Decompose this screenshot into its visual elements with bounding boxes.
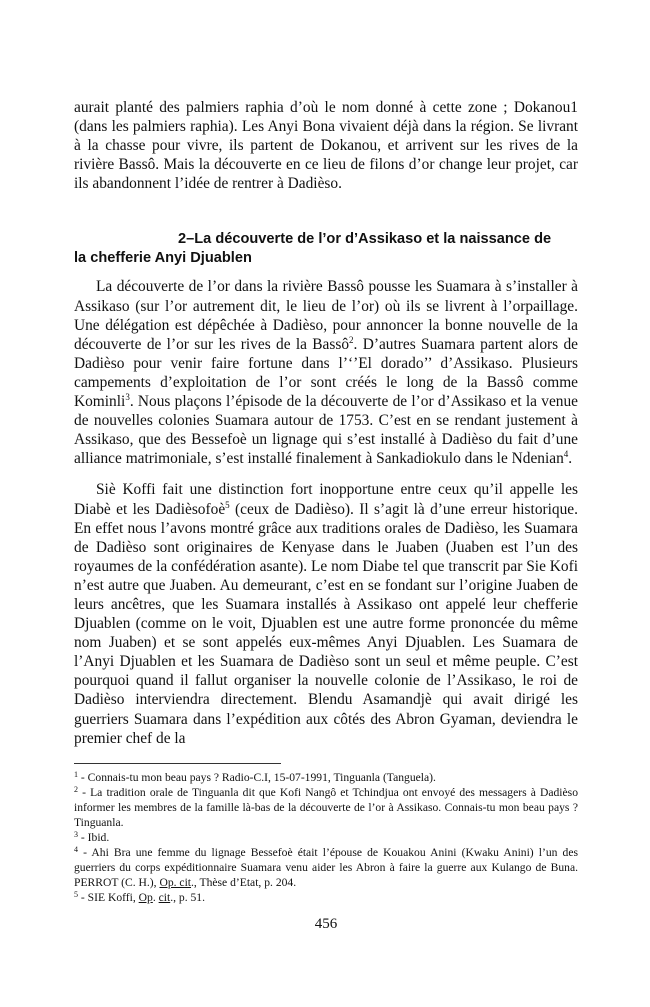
footnote-number: 3 xyxy=(74,830,78,840)
footnote-ref-3[interactable]: 3 xyxy=(125,392,130,403)
footnote-5 xyxy=(74,890,578,905)
footnote-text: - Connais-tu mon beau pays ? Radio-C.I, 15-07-1991, Tinguanla (Tanguela). xyxy=(78,770,436,784)
footnote-2 xyxy=(74,785,578,830)
paragraph-text: . Nous plaçons l’épisode de la découverte de l’or d’Assikaso et la venue de nouvelles colonies Suamara autour de 1753. C’est en se rendant justement à Assikaso, que des Bessefoè un lignage qui s’est installé à Dadièso du fait d’une alliance matrimoniale, s’est installé finalement à Sankadiokulo dans le Ndenian xyxy=(74,393,578,468)
footnote-ref-4[interactable]: 4 xyxy=(563,449,569,460)
footnote-1 xyxy=(74,770,578,785)
footnote-4 xyxy=(74,845,578,890)
section-heading-line-1: 2–La découverte de l’or d’Assikaso et la naissance de xyxy=(178,231,552,248)
page-number: 456 xyxy=(314,915,338,932)
footnotes xyxy=(74,770,578,906)
footnote-ref-2[interactable]: 2 xyxy=(349,334,354,345)
footnote-citation: Op xyxy=(138,891,153,905)
paragraph-text: (ceux de Dadièso). Il s’agit là d’une erreur historique. En effet nous l’avons montré grâce aux traditions orales de Dadièso, les Suamara de Dadièso sont originaires de Kenyase dans le Juaben (Juaben est l’un des royaumes de la confédération asante). Le nom Diabe tel que transcrit par Sie Kofi n’est autre que Juaben. Au demeurant, c’est en se fondant sur l’origine Juaben de leurs ancêtres, que les Suamara installés à Assikaso ont appelé leur chefferie Djuablen (comme on le voit, Djuablen est une autre forme prononcée du même nom Juaben) et se sont appelés eux-mêmes Anyi Djuablen. Les Suamara de l’Anyi Djuablen et les Suamara de Dadièso sont un seul et même peuple. C’est pourquoi quand il fallut organiser la nouvelle colonie de l’Assikaso, le roi de Dadièso interviendra directement. Blendu Asamandjè qui avait dirigé les guerriers Suamara dans l’expédition aux côtés des Abron Gyaman, deviendra le premier chef de la xyxy=(74,500,578,747)
footnote-ref-5[interactable]: 5 xyxy=(225,499,230,510)
section-heading-line-2: la chefferie Anyi Djuablen xyxy=(74,250,252,267)
footnote-text: - Ahi Bra une femme du lignage Bessefoè était l’épouse de Kouakou Anini (Kwaku Anini) l’un des guerriers du corps expéditionnaire Suamara venu aider les Abron à faire la guerre aux Kulango de Buna. PERROT (C. H.), xyxy=(74,846,578,890)
footnote-number: 5 xyxy=(74,890,78,900)
section-heading xyxy=(74,230,578,268)
footnote-number: 4 xyxy=(74,845,78,855)
footnote-text: . xyxy=(152,891,159,905)
paragraph-intro: aurait planté des palmiers raphia d’où le nom donné à cette zone ; Dokanou1 (dans les palmiers raphia). Les Anyi Bona vivaient déjà dans la région. Se livrant à la chasse pour vivre, ils partent de Dokanou, et arrivent sur les rives de la rivière Bassô. Mais la découverte en ce lieu de filons d’or change leur projet, car ils abandonnent l’idée de rentrer à Dadièso. xyxy=(74,99,578,193)
footnote-citation: Op. cit xyxy=(159,876,192,890)
document-page xyxy=(74,98,578,934)
footnote-text: ., Thèse d’Etat, p. 204. xyxy=(191,876,297,890)
footnote-text: - La tradition orale de Tinguanla dit que Kofi Nangô et Tchindjua ont envoyé des messagers à Dadièso informer les membres de la famille là-bas de la découverte de l’or à Assikaso. Connais-tu mon beau pays ? Tinguanla. xyxy=(74,785,578,829)
footnote-3 xyxy=(74,830,578,845)
footnote-text: - SIE Koffi, xyxy=(78,891,139,905)
footnote-number: 1 xyxy=(74,769,78,779)
footnote-number: 2 xyxy=(74,784,78,794)
footnote-text: ., p. 51. xyxy=(170,891,205,905)
paragraph-text: . D’autres Suamara partent alors de Dadièso pour venir faire fortune dans l’‘’El dorado’’ d’Assikaso. Plusieurs campements d’exploitation de l’or sont créés le long de la Bassô comme Kominli xyxy=(74,335,579,411)
paragraph-gold-discovery xyxy=(74,277,578,468)
footnote-separator xyxy=(74,763,281,764)
footnote-citation: cit xyxy=(158,891,171,905)
paragraph-text: . xyxy=(568,450,573,468)
footnote-text: - Ibid. xyxy=(78,831,110,845)
paragraph-sie-koffi xyxy=(74,480,578,747)
paragraph-text: Siè Koffi fait une distinction fort inopportune entre ceux qu’il appelle les Diabè et les Dadièsofoè xyxy=(74,481,578,518)
paragraph-text: La découverte de l’or dans la rivière Bassô pousse les Suamara à s’installer à Assikaso (sur l’or autrement dit, le lieu de l’or) où ils se livrent à l’orpaillage. Une délégation est dépêchée à Dadièso, pour annoncer la bonne nouvelle de la découverte de l’or sur les rives de la Bassô xyxy=(74,278,578,353)
